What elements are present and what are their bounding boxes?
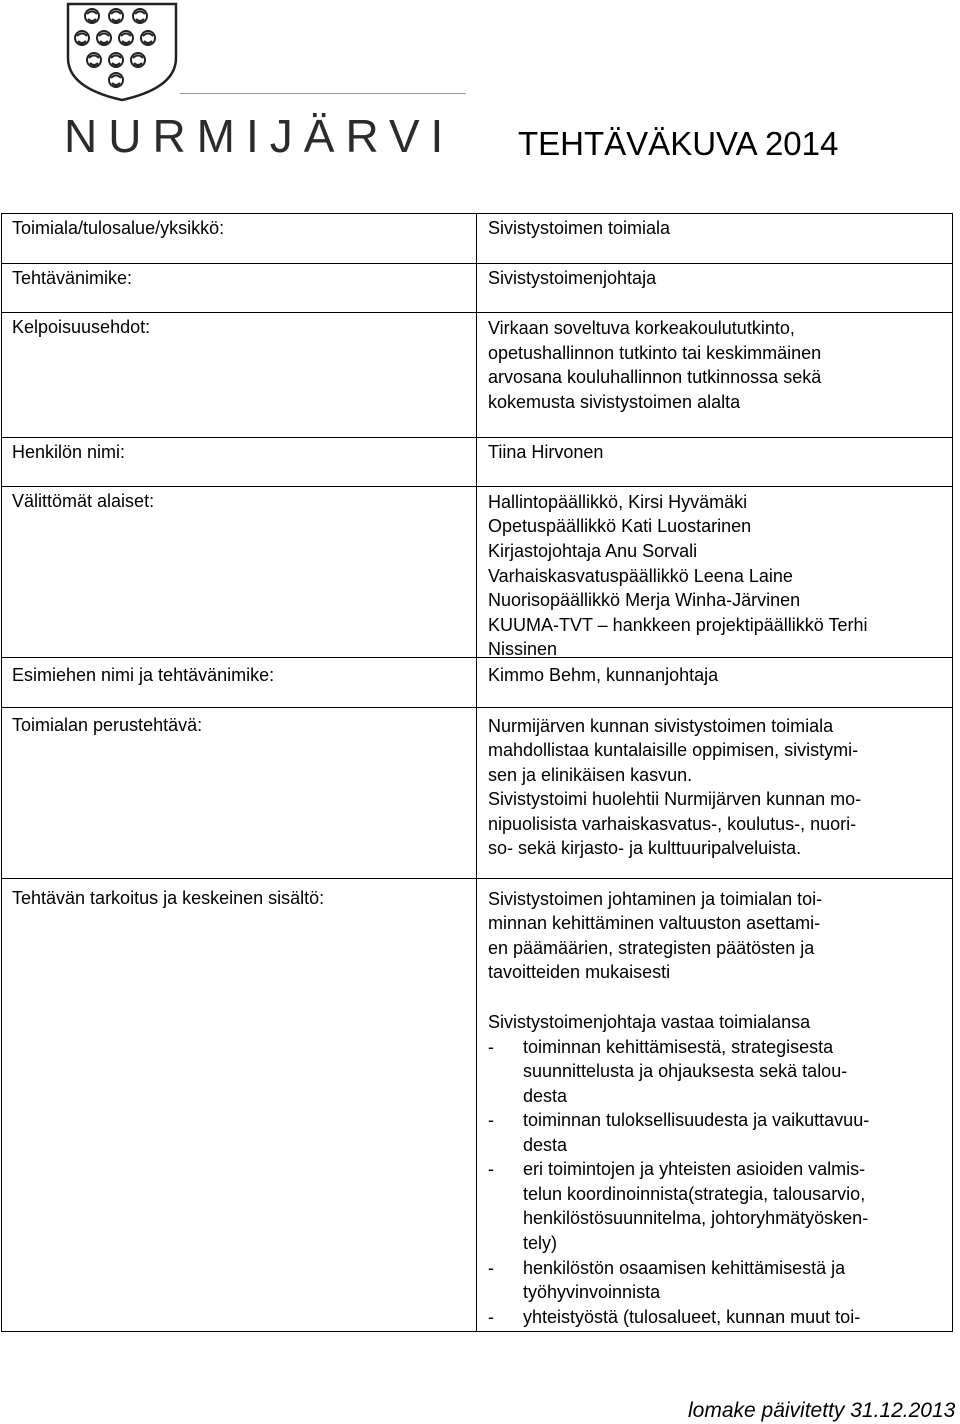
document-title: TEHTÄVÄKUVA 2014 xyxy=(518,125,839,162)
value-qualifications-line: Virkaan soveltuva korkeakoulututkinto, xyxy=(488,318,795,338)
label-supervisor: Esimiehen nimi ja tehtävänimike: xyxy=(12,665,275,685)
value-basic-task-line: so- sekä kirjasto- ja kulttuuripalveluista. xyxy=(488,838,802,858)
value-subordinate-line: KUUMA-TVT – hankkeen projektipäällikkö Terhi xyxy=(488,615,868,635)
responsibility-line: henkilöstön osaamisen kehittämisestä ja xyxy=(523,1258,846,1278)
responsibility-line: toiminnan kehittämisestä, strategisesta xyxy=(523,1037,834,1057)
list-dash: - xyxy=(488,1037,494,1057)
responsibility-line: desta xyxy=(523,1086,568,1106)
label-unit: Toimiala/tulosalue/yksikkö: xyxy=(12,218,225,238)
list-dash: - xyxy=(488,1159,494,1179)
header-rule xyxy=(180,93,466,94)
responsibility-heading: Sivistystoimenjohtaja vastaa toimialansa xyxy=(488,1012,811,1032)
value-qualifications-line: kokemusta sivistystoimen alalta xyxy=(488,392,741,412)
value-subordinate-line: Opetuspäällikkö Kati Luostarinen xyxy=(488,516,752,536)
responsibility-line: yhteistyöstä (tulosalueet, kunnan muut toi- xyxy=(523,1307,861,1327)
value-basic-task-line: Nurmijärven kunnan sivistystoimen toimiala xyxy=(488,716,834,736)
responsibility-line: eri toimintojen ja yhteisten asioiden valmis- xyxy=(523,1159,866,1179)
responsibility-line: telun koordinoinnista(strategia, talousarvio, xyxy=(523,1184,866,1204)
label-person-name: Henkilön nimi: xyxy=(12,442,126,462)
value-subordinate-line: Nuorisopäällikkö Merja Winha-Järvinen xyxy=(488,590,801,610)
updated-footer: lomake päivitetty 31.12.2013 xyxy=(688,1399,956,1422)
value-subordinate-line: Kirjastojohtaja Anu Sorvali xyxy=(488,541,698,561)
value-qualifications-line: arvosana kouluhallinnon tutkinnossa sekä xyxy=(488,367,822,387)
value-purpose-line: tavoitteiden mukaisesti xyxy=(488,962,671,982)
value-supervisor: Kimmo Behm, kunnanjohtaja xyxy=(488,665,719,685)
responsibility-line: suunnittelusta ja ohjauksesta sekä talou- xyxy=(523,1061,848,1081)
value-person-name: Tiina Hirvonen xyxy=(488,442,604,462)
list-dash: - xyxy=(488,1110,494,1130)
label-job-title: Tehtävänimike: xyxy=(12,268,133,288)
value-basic-task-line: mahdollistaa kuntalaisille oppimisen, sivistymi- xyxy=(488,740,859,760)
label-basic-task: Toimialan perustehtävä: xyxy=(12,715,203,735)
responsibility-line: toiminnan tuloksellisuudesta ja vaikuttavuu- xyxy=(523,1110,870,1130)
value-purpose-line: Sivistystoimen johtaminen ja toimialan toi- xyxy=(488,889,823,909)
value-purpose-line: en päämäärien, strategisten päätösten ja xyxy=(488,938,815,958)
value-basic-task-line: Sivistystoimi huolehtii Nurmijärven kunnan mo- xyxy=(488,789,862,809)
list-dash: - xyxy=(488,1258,494,1278)
nurmijarvi-crest-logo xyxy=(62,0,182,102)
label-purpose: Tehtävän tarkoitus ja keskeinen sisältö: xyxy=(12,888,325,908)
label-subordinates: Välittömät alaiset: xyxy=(12,491,155,511)
responsibility-line: tely) xyxy=(523,1233,558,1253)
value-unit: Sivistystoimen toimiala xyxy=(488,218,671,238)
value-subordinate-line: Varhaiskasvatuspäällikkö Leena Laine xyxy=(488,566,793,586)
responsibility-line: desta xyxy=(523,1135,568,1155)
value-qualifications-line: opetushallinnon tutkinto tai keskimmäinen xyxy=(488,343,822,363)
value-subordinate-line: Nissinen xyxy=(488,639,558,659)
value-purpose-line: minnan kehittäminen valtuuston asettami- xyxy=(488,913,821,933)
responsibility-line: henkilöstösuunnitelma, johtoryhmätyösken- xyxy=(523,1208,869,1228)
value-job-title: Sivistystoimenjohtaja xyxy=(488,268,657,288)
value-basic-task-line: nipuolisista varhaiskasvatus-, koulutus-, nuori- xyxy=(488,814,857,834)
list-dash: - xyxy=(488,1307,494,1327)
responsibility-line: työhyvinvoinnista xyxy=(523,1282,661,1302)
municipality-logo-text: NURMIJÄRVI xyxy=(64,110,455,162)
value-subordinate-line: Hallintopäällikkö, Kirsi Hyvämäki xyxy=(488,492,748,512)
value-basic-task-line: sen ja elinikäisen kasvun. xyxy=(488,765,693,785)
label-qualifications: Kelpoisuusehdot: xyxy=(12,317,151,337)
